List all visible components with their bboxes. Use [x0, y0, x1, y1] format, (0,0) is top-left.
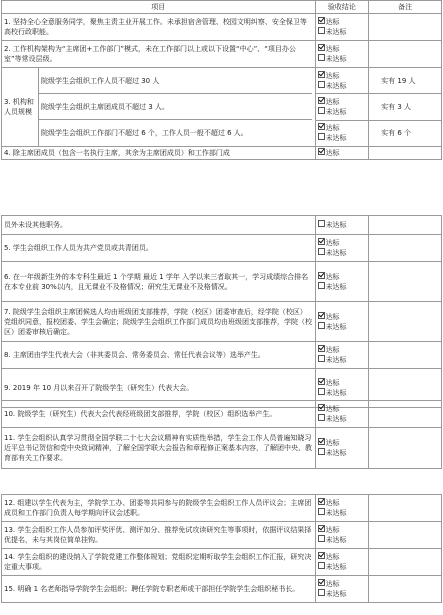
note-cell	[369, 235, 442, 262]
pass-label: 达标	[325, 580, 340, 588]
table-row	[2, 495, 442, 522]
header-note: 备注	[369, 1, 442, 14]
checked-box-icon	[318, 345, 325, 352]
row-text: 9. 2019 年 10 月以来召开了院级学生（研究生）代表大会。	[2, 369, 316, 408]
fail-checkbox[interactable]	[318, 562, 367, 572]
result-cell	[315, 495, 369, 522]
fail-checkbox[interactable]	[318, 355, 367, 365]
table-row	[2, 262, 442, 302]
checked-box-icon	[318, 378, 325, 385]
table-row	[2, 342, 442, 369]
row-text: 5. 学生会组织工作人员为共产党员或共青团员。	[2, 235, 316, 262]
result-cell	[315, 549, 369, 576]
fail-checkbox[interactable]	[318, 388, 367, 398]
pass-checkbox[interactable]	[318, 438, 367, 448]
checked-box-icon	[318, 148, 325, 155]
fail-label: 未达标	[325, 389, 347, 397]
table-row	[2, 216, 442, 235]
checked-box-icon	[318, 498, 325, 505]
pass-label: 达标	[325, 149, 340, 157]
header-result: 验收结论	[315, 1, 369, 14]
sub-item-text: 院级学生会组织主席团成员不超过 3 人。	[39, 94, 312, 120]
pass-checkbox[interactable]	[318, 404, 367, 414]
fail-checkbox[interactable]	[318, 322, 367, 332]
checked-box-icon	[318, 71, 325, 78]
table-row	[2, 235, 442, 262]
note-cell: 实有 6 个	[369, 120, 442, 146]
pass-label: 达标	[325, 553, 340, 561]
fail-label: 未达标	[325, 28, 347, 36]
fail-label: 未达标	[325, 282, 347, 291]
pass-label: 达标	[325, 97, 340, 106]
pass-checkbox[interactable]	[318, 17, 367, 27]
fail-label: 未达标	[325, 563, 347, 571]
result-cell	[315, 302, 369, 342]
pass-label: 达标	[325, 45, 340, 53]
row-text: 11. 学生会组织认真学习贯彻全国学联二十七大会议精神有实质性举措，学生会工作人员普遍知晓习近平总书记贺信和党中央致词精神，了解全国学联大会报告和章程修正案基本内容，了解团中央、教育部有关工作要求。	[2, 428, 316, 469]
fail-checkbox[interactable]	[318, 448, 367, 458]
pass-checkbox[interactable]	[318, 579, 367, 589]
empty-box-icon	[318, 589, 325, 596]
pass-checkbox[interactable]	[318, 97, 367, 107]
table-row	[2, 68, 442, 94]
table-row	[2, 147, 442, 160]
empty-box-icon	[318, 388, 325, 395]
sub-item-text: 院级学生会组织工作部门不超过 6 个，工作人员一般不超过 6 人。	[41, 129, 248, 137]
empty-box-icon	[318, 248, 325, 255]
fail-label: 未达标	[325, 509, 347, 517]
fail-checkbox[interactable]	[318, 54, 367, 64]
table-row	[2, 428, 442, 469]
category-cell	[2, 68, 316, 147]
pass-checkbox[interactable]	[318, 238, 367, 248]
fail-checkbox[interactable]	[318, 589, 367, 599]
checked-box-icon	[318, 312, 325, 319]
sub-item-text: 院级学生会组织工作人员不超过 30 人	[39, 68, 312, 94]
table-row	[2, 576, 442, 603]
pass-label: 达标	[325, 71, 340, 80]
table-row	[2, 549, 442, 576]
result-cell	[315, 401, 369, 428]
pass-label: 达标	[325, 379, 340, 387]
empty-box-icon	[318, 448, 325, 455]
result-cell	[315, 41, 369, 68]
checklist-table-continued-2	[1, 400, 442, 469]
note-cell	[369, 262, 442, 302]
row-text: 13. 学生会组织工作人员参加评奖评优、测评加分、推荐免试攻读研究生等事项时，依据评议结果择优提名，未与其岗位简单挂钩。	[2, 522, 316, 549]
result-cell	[315, 576, 369, 603]
empty-box-icon	[318, 535, 325, 542]
fail-checkbox[interactable]	[318, 133, 367, 143]
fail-label: 未达标	[325, 221, 347, 229]
note-cell	[369, 522, 442, 549]
note-cell	[369, 401, 442, 428]
empty-box-icon	[318, 322, 325, 329]
empty-box-icon	[318, 508, 325, 515]
note-cell	[369, 428, 442, 469]
checklist-table-continued-3	[1, 494, 442, 603]
note-cell	[369, 495, 442, 522]
checked-box-icon	[318, 579, 325, 586]
pass-checkbox[interactable]	[318, 123, 367, 133]
fail-checkbox[interactable]	[318, 508, 367, 518]
fail-label: 未达标	[325, 536, 347, 544]
row-text: 10. 院级学生（研究生）代表大会代表经班级团支部推荐，学院（校区）组织选举产生。	[2, 401, 316, 428]
note-cell	[369, 549, 442, 576]
fail-checkbox[interactable]	[318, 535, 367, 545]
row-text: 15. 明确 1 名老师指导学院学生会组织；聘任学院专职老师或干部担任学院学生会组织秘书长。	[2, 576, 316, 603]
row-text: 7. 院级学生会组织主席团候选人均由班级团支部推荐，学院（校区）团委审查后，经学院（校区）党组织同意，报校团委、学生会确定；院级学生会组织工作部门成员均由班级团支部推荐，学院（校区）团委审核后确定。	[2, 302, 316, 342]
result-cell	[315, 428, 369, 469]
note-cell	[369, 147, 442, 160]
fail-label: 未达标	[325, 249, 347, 257]
note-cell	[369, 14, 442, 41]
pass-checkbox[interactable]	[318, 378, 367, 388]
note-cell	[369, 41, 442, 68]
row-text: 4. 除主席团成员（包含一名执行主席，其余为主席团成员）和工作部门成	[2, 147, 316, 160]
result-cell	[315, 216, 369, 235]
fail-label: 未达标	[325, 449, 347, 457]
checklist-table	[1, 0, 442, 160]
fail-checkbox[interactable]	[318, 248, 367, 258]
row-text: 员外未设其他职务。	[2, 216, 316, 235]
row-text: 14. 学生会组织的建设纳入了学院党建工作整体规划；党组织定期听取学生会组织工作汇报，研究决定重大事项。	[2, 549, 316, 576]
pass-label: 达标	[325, 405, 340, 413]
table-row	[2, 14, 442, 41]
note-cell	[369, 216, 442, 235]
result-cell	[315, 522, 369, 549]
note-cell	[369, 576, 442, 603]
fail-label: 未达标	[325, 590, 347, 598]
pass-label: 达标	[325, 312, 340, 321]
result-cell	[315, 262, 369, 302]
fail-label: 未达标	[325, 107, 347, 116]
table-row	[2, 302, 442, 342]
result-cell	[315, 94, 369, 120]
header-item: 项目	[2, 1, 316, 14]
pass-label: 达标	[325, 439, 340, 447]
result-cell	[315, 235, 369, 262]
result-cell	[315, 14, 369, 41]
result-cell	[315, 68, 369, 94]
fail-checkbox[interactable]	[318, 27, 367, 37]
empty-box-icon	[318, 133, 325, 140]
fail-checkbox[interactable]	[318, 81, 367, 91]
pass-checkbox[interactable]	[318, 272, 367, 282]
row-text: 6. 在一年级新生外的本专科生最近 1 个学期 最近 1 学年 入学以来三者取其一，学习成绩综合排名在本专业前 30%以内，且无课业不及格情况；研究生无课业不及格情况。	[2, 262, 316, 302]
pass-checkbox[interactable]	[318, 525, 367, 535]
table-header-row	[2, 1, 442, 14]
checked-box-icon	[318, 123, 325, 130]
pass-label: 达标	[325, 346, 340, 354]
checked-box-icon	[318, 438, 325, 445]
checklist-table-continued	[1, 215, 442, 408]
pass-label: 达标	[325, 239, 340, 247]
pass-label: 达标	[325, 526, 340, 534]
note-cell	[369, 302, 442, 342]
row-text: 1. 坚持全心全意服务同学，聚焦主责主业开展工作。未承担宿舍管理、校园文明纠察、安全保卫等高校行政职能。	[2, 14, 316, 41]
pass-checkbox[interactable]	[318, 71, 367, 81]
checked-box-icon	[318, 525, 325, 532]
fail-label: 未达标	[325, 134, 347, 143]
fail-checkbox[interactable]	[318, 414, 367, 424]
result-cell	[315, 342, 369, 369]
checked-box-icon	[318, 272, 325, 279]
fail-checkbox[interactable]	[318, 107, 367, 117]
pass-checkbox[interactable]	[318, 345, 367, 355]
empty-box-icon	[318, 81, 325, 88]
checked-box-icon	[318, 44, 325, 51]
pass-checkbox[interactable]	[318, 552, 367, 562]
note-cell: 实有 3 人	[369, 94, 442, 120]
row-text: 8. 主席团由学生代表大会（非其委员会、常务委员会、常任代表会议等）选举产生。	[2, 342, 316, 369]
fail-label: 未达标	[325, 356, 347, 364]
checked-box-icon	[318, 404, 325, 411]
table-row	[2, 41, 442, 68]
note-cell: 实有 19 人	[369, 68, 442, 94]
empty-box-icon	[318, 282, 325, 289]
pass-label: 达标	[325, 499, 340, 507]
fail-label: 未达标	[325, 322, 347, 331]
checked-box-icon	[318, 17, 325, 24]
fail-checkbox[interactable]	[318, 220, 367, 230]
pass-checkbox[interactable]	[318, 498, 367, 508]
table-row	[2, 401, 442, 428]
pass-checkbox[interactable]	[318, 312, 367, 322]
fail-label: 未达标	[325, 81, 347, 90]
empty-box-icon	[318, 414, 325, 421]
empty-box-icon	[318, 107, 325, 114]
table-row	[2, 522, 442, 549]
empty-box-icon	[318, 27, 325, 34]
pass-checkbox[interactable]	[318, 44, 367, 54]
empty-box-icon	[318, 54, 325, 61]
category-label: 3. 机构和人员规模	[2, 68, 39, 146]
checked-box-icon	[318, 552, 325, 559]
result-cell	[315, 120, 369, 146]
empty-box-icon	[318, 355, 325, 362]
result-cell	[315, 147, 369, 160]
checked-box-icon	[318, 97, 325, 104]
empty-box-icon	[318, 562, 325, 569]
checked-box-icon	[318, 238, 325, 245]
empty-box-icon	[318, 220, 325, 227]
fail-checkbox[interactable]	[318, 282, 367, 292]
note-cell	[369, 342, 442, 369]
pass-label: 达标	[325, 124, 340, 133]
fail-label: 未达标	[325, 55, 347, 63]
pass-checkbox[interactable]	[318, 148, 367, 158]
row-text: 12. 组建以学生代表为主，学院学工办、团委等共同参与的院级学生会组织工作人员评议会；主席团成员和工作部门负责人每学期向评议会述职。	[2, 495, 316, 522]
pass-label: 达标	[325, 272, 340, 281]
row-text: 2. 工作机构架构为“主席团+工作部门”模式，未在工作部门以上或以下设置“中心”、“项目办公室”等常设层级。	[2, 41, 316, 68]
pass-label: 达标	[325, 18, 340, 26]
fail-label: 未达标	[325, 415, 347, 423]
